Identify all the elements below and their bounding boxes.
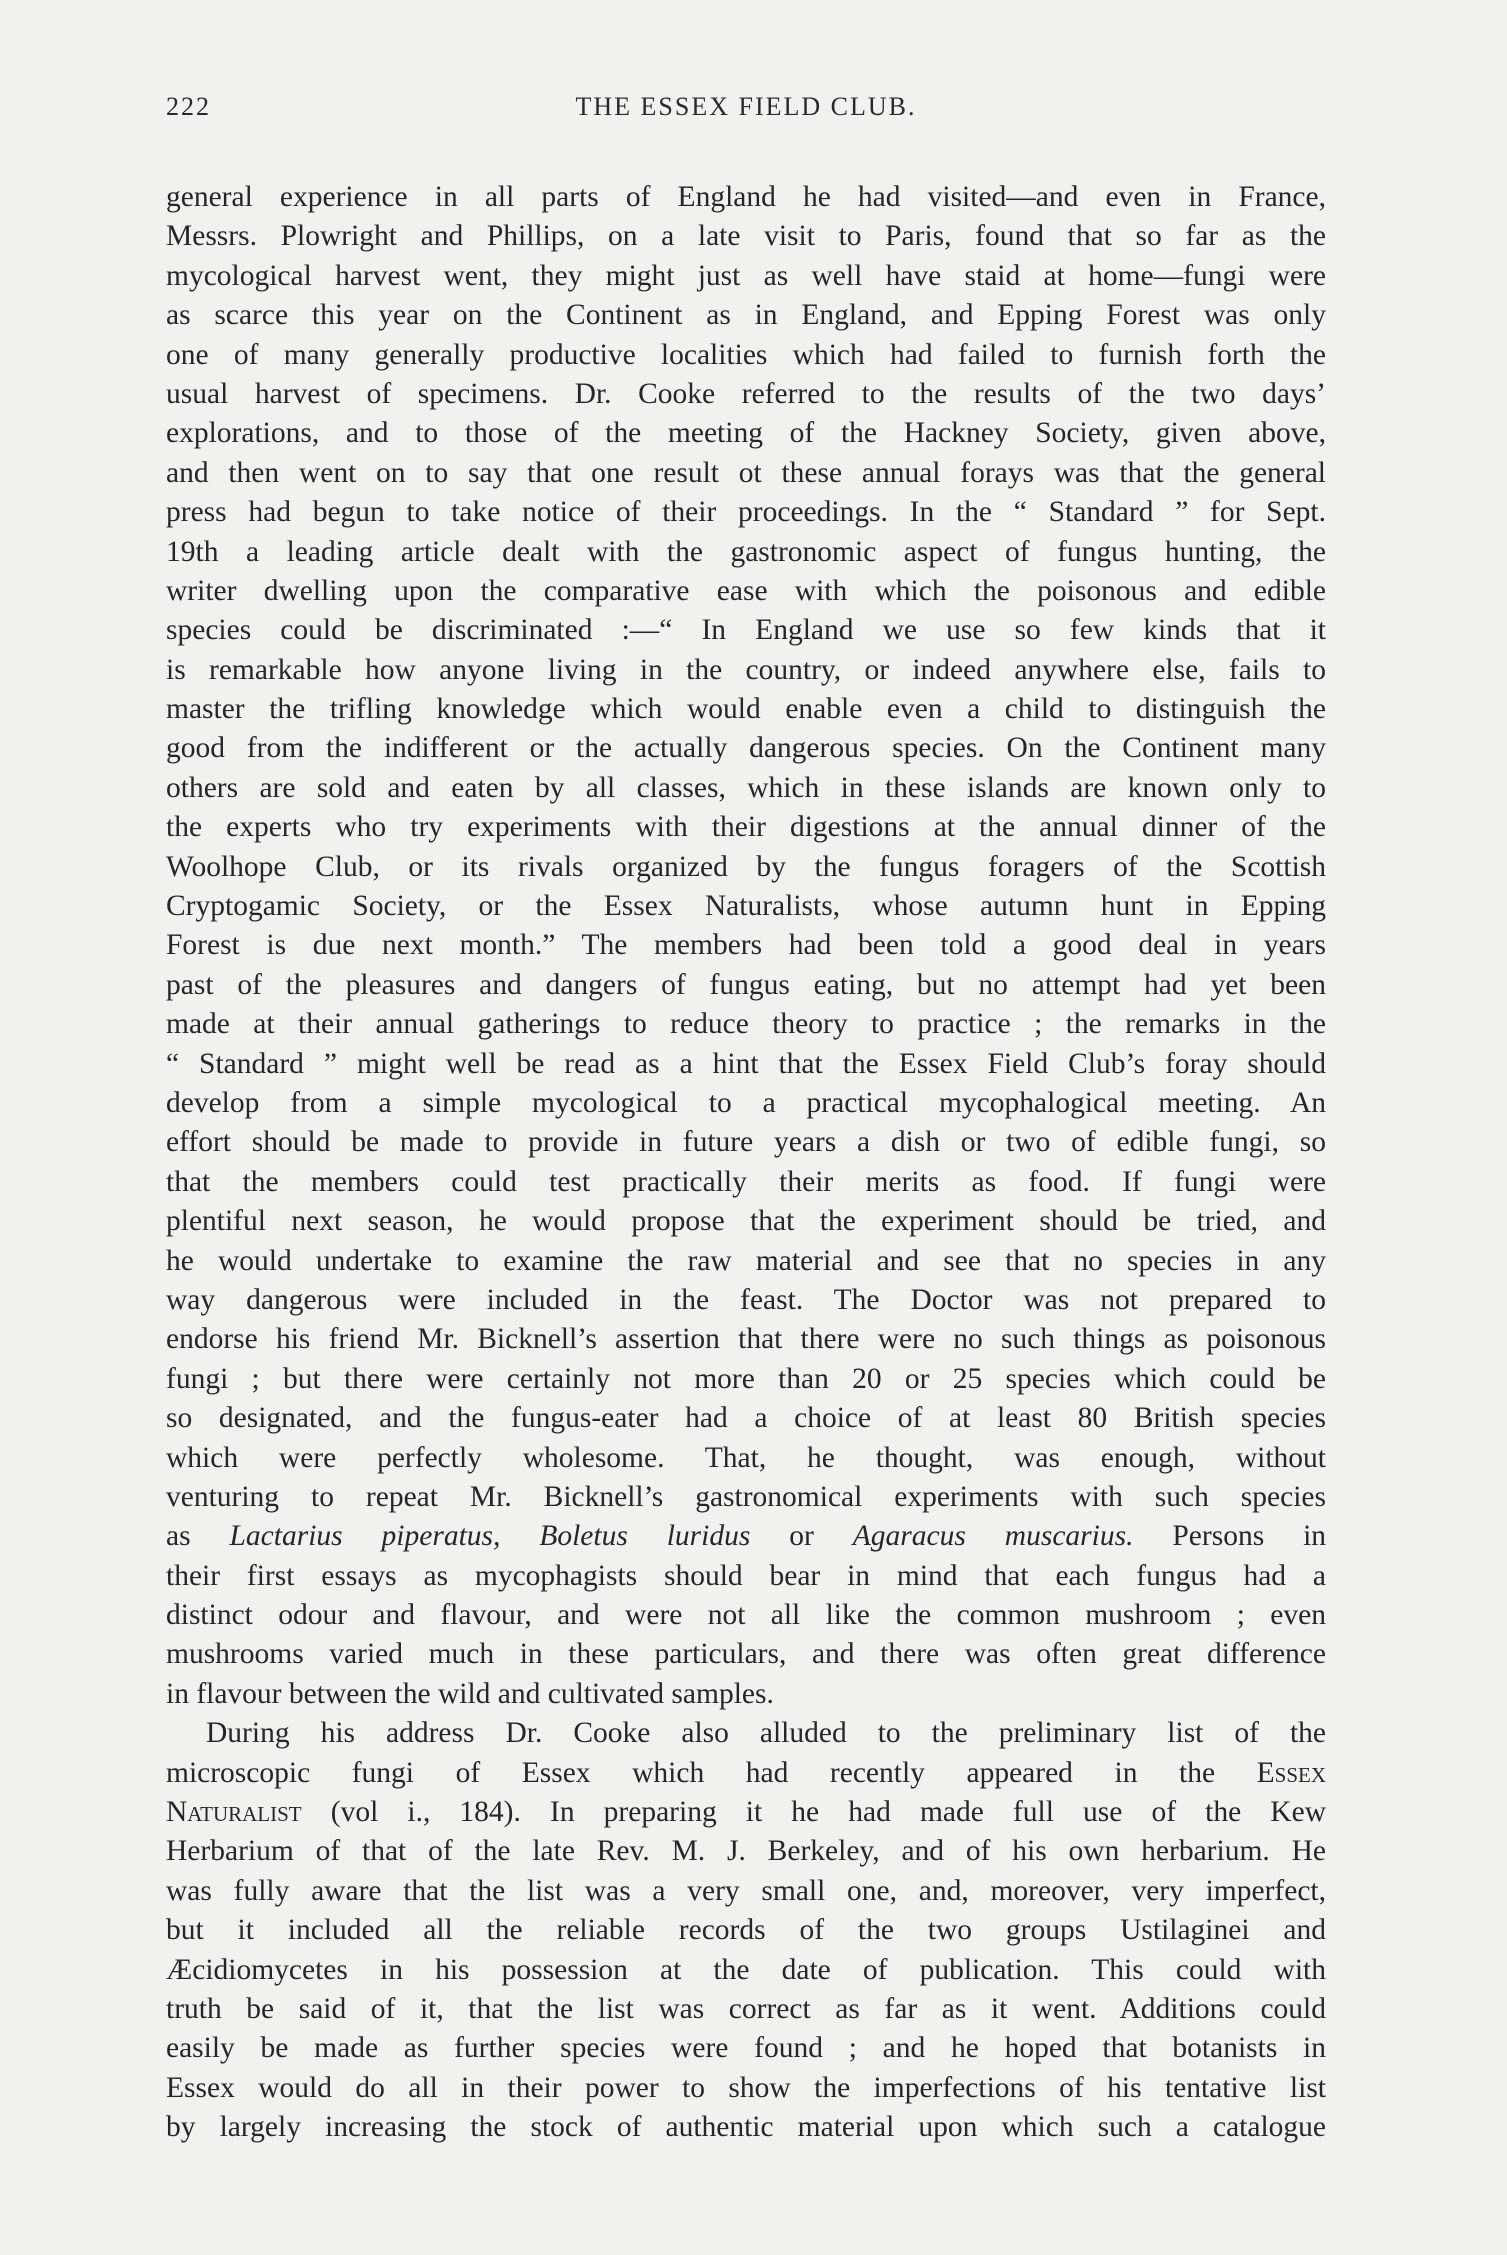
text-line: by largely increasing the stock of authentic material upon which such a catalogue <box>166 2111 1326 2144</box>
text-line: fungi ; but there were certainly not more than 20 or 25 species which could be <box>166 1362 1326 1395</box>
text-line: distinct odour and flavour, and were not all like the common mushroom ; even <box>166 1599 1326 1632</box>
text-line: their first essays as mycophagists should bear in mind that each fungus had a <box>166 1559 1326 1592</box>
text-line: Woolhope Club, or its rivals organized by the fungus foragers of the Scottish <box>166 850 1326 883</box>
text-line: general experience in all parts of England he had visited—and even in France, <box>166 181 1326 213</box>
text-line: effort should be made to provide in future years a dish or two of edible fungi, so <box>166 1126 1326 1159</box>
paragraph-1 <box>166 178 1326 1714</box>
text-line: in flavour between the wild and cultivated samples. <box>166 1677 774 1710</box>
text-line: Herbarium of that of the late Rev. M. J. Berkeley, and of his own herbarium. He <box>166 1835 1326 1868</box>
journal-name: Essex <box>1256 1756 1327 1789</box>
text-line: that the members could test practically their merits as food. If fungi were <box>166 1165 1326 1198</box>
text-line: Messrs. Plowright and Phillips, on a late visit to Paris, found that so far as the <box>166 220 1326 253</box>
text-line: Cryptogamic Society, or the Essex Naturalists, whose autumn hunt in Epping <box>166 890 1326 923</box>
text-line: During his address Dr. Cooke also alluded to the preliminary list of the <box>206 1717 1326 1750</box>
text-line-species <box>166 1517 1326 1556</box>
text-line: mycological harvest went, they might just as well have staid at home—fungi were <box>166 259 1326 292</box>
text-fragment: (vol i., 184). In preparing it he had made full use of the Kew <box>330 1796 1326 1829</box>
text-line <box>166 1754 1326 1793</box>
species-name: Agaracus muscarius. <box>852 1520 1134 1553</box>
text-line: good from the indifferent or the actually dangerous species. On the Continent many <box>166 732 1326 765</box>
text-line: is remarkable how anyone living in the country, or indeed anywhere else, fails to <box>166 653 1326 686</box>
text-line: mushrooms varied much in these particulars, and there was often great difference <box>166 1638 1326 1671</box>
text-line: species could be discriminated :—“ In England we use so few kinds that it <box>166 614 1326 647</box>
text-line: easily be made as further species were found ; and he hoped that botanists in <box>166 2032 1326 2065</box>
text-line: others are sold and eaten by all classes, which in these islands are known only to <box>166 771 1326 804</box>
text-fragment: Persons in <box>1172 1520 1327 1553</box>
text-line: 19th a leading article dealt with the gastronomic aspect of fungus hunting, the <box>166 535 1326 568</box>
text-line: which were perfectly wholesome. That, he thought, was enough, without <box>166 1441 1326 1474</box>
text-line: explorations, and to those of the meeting of the Hackney Society, given above, <box>166 417 1326 450</box>
text-line: so designated, and the fungus-eater had a choice of at least 80 British species <box>166 1402 1326 1435</box>
text-line: one of many generally productive localities which had failed to furnish forth the <box>166 338 1326 371</box>
text-line: Forest is due next month.” The members had been told a good deal in years <box>166 929 1326 962</box>
species-name: Lactarius piperatus, <box>229 1520 501 1553</box>
text-line: master the trifling knowledge which would enable even a child to distinguish the <box>166 693 1326 726</box>
text-line: Æcidiomycetes in his possession at the date of publication. This could with <box>166 1953 1326 1986</box>
text-line: venturing to repeat Mr. Bicknell’s gastronomical experiments with such species <box>166 1480 1326 1513</box>
text-line: Essex would do all in their power to show the imperfections of his tentative list <box>166 2071 1326 2104</box>
text-line: way dangerous were included in the feast. The Doctor was not prepared to <box>166 1283 1326 1316</box>
text-line: usual harvest of specimens. Dr. Cooke referred to the results of the two days’ <box>166 377 1326 410</box>
text-line: he would undertake to examine the raw material and see that no species in any <box>166 1244 1326 1277</box>
text-fragment: or <box>789 1520 814 1553</box>
text-line: develop from a simple mycological to a practical mycophalogical meeting. An <box>166 1086 1326 1119</box>
running-title: THE ESSEX FIELD CLUB. <box>575 92 917 121</box>
text-line: “ Standard ” might well be read as a hint that the Essex Field Club’s foray should <box>166 1047 1326 1080</box>
text-line: plentiful next season, he would propose that the experiment should be tried, and <box>166 1205 1326 1238</box>
running-head <box>166 92 1326 136</box>
text-line: was fully aware that the list was a very small one, and, moreover, very imperfect, <box>166 1874 1326 1907</box>
journal-name: Naturalist <box>166 1796 302 1829</box>
text-line: press had begun to take notice of their proceedings. In the “ Standard ” for Sept. <box>166 496 1326 529</box>
text-line: past of the pleasures and dangers of fungus eating, but no attempt had yet been <box>166 968 1326 1001</box>
text-line: but it included all the reliable records of the two groups Ustilaginei and <box>166 1914 1326 1947</box>
species-name: Boletus luridus <box>539 1520 751 1553</box>
text-line: endorse his friend Mr. Bicknell’s assertion that there were no such things as poisonous <box>166 1323 1326 1356</box>
text-line: truth be said of it, that the list was correct as far as it went. Additions could <box>166 1992 1326 2025</box>
text-fragment: as <box>166 1520 191 1553</box>
text-line: and then went on to say that one result ot these annual forays was that the general <box>166 456 1326 489</box>
text-line: the experts who try experiments with their digestions at the annual dinner of the <box>166 811 1326 844</box>
paragraph-2 <box>166 1714 1326 2147</box>
text-line: writer dwelling upon the comparative ease with which the poisonous and edible <box>166 574 1326 607</box>
page-number: 222 <box>166 92 211 121</box>
text-line: made at their annual gatherings to reduce theory to practice ; the remarks in the <box>166 1008 1326 1041</box>
text-fragment: microscopic fungi of Essex which had recently appeared in the <box>166 1756 1216 1789</box>
text-line <box>166 1793 1326 1832</box>
body-text <box>166 178 1326 2148</box>
text-line: as scarce this year on the Continent as in England, and Epping Forest was only <box>166 299 1326 332</box>
